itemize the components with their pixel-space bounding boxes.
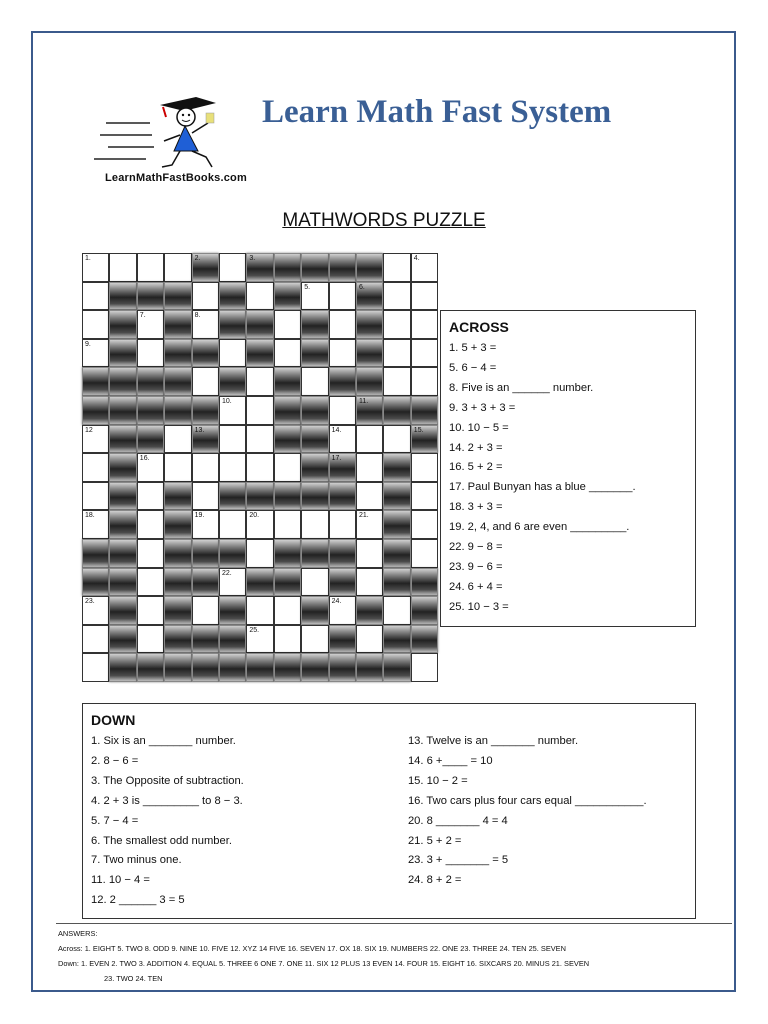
grid-block (164, 310, 191, 339)
grid-block (164, 482, 191, 511)
clue-item: 19. 2, 4, and 6 are even _________. (449, 521, 630, 534)
grid-block (219, 367, 246, 396)
grid-cell[interactable] (329, 310, 356, 339)
grid-block (137, 396, 164, 425)
grid-cell[interactable] (356, 425, 383, 454)
cell-number: 9. (85, 340, 91, 348)
grid-block (383, 625, 410, 654)
grid-cell[interactable] (82, 625, 109, 654)
grid-cell[interactable] (383, 596, 410, 625)
grid-block (164, 539, 191, 568)
clue-item: 6. The smallest odd number. (91, 834, 232, 847)
cell-number: 24. (331, 598, 342, 606)
grid-cell[interactable] (301, 282, 328, 311)
grid-block (274, 253, 301, 282)
grid-cell[interactable] (356, 539, 383, 568)
down-clue-columns (91, 732, 687, 911)
grid-block (82, 396, 109, 425)
down-clue-list-right (408, 732, 687, 911)
grid-cell[interactable] (356, 453, 383, 482)
grid-cell[interactable] (246, 396, 273, 425)
cell-number: 6. (359, 283, 365, 291)
cell-number: 10. (222, 398, 232, 405)
grid-block (301, 596, 328, 625)
grid-block (246, 253, 273, 282)
grid-block (219, 539, 246, 568)
grid-cell[interactable] (164, 453, 191, 482)
grid-cell[interactable] (137, 596, 164, 625)
grid-cell[interactable] (329, 282, 356, 311)
grid-block (109, 568, 136, 597)
cell-number: 21. (359, 512, 369, 520)
grid-cell[interactable] (411, 339, 438, 368)
grid-block (301, 453, 328, 482)
grid-cell[interactable] (274, 596, 301, 625)
answer-key (58, 926, 734, 986)
grid-cell[interactable] (192, 510, 219, 539)
grid-block (301, 253, 328, 282)
grid-cell[interactable] (411, 310, 438, 339)
cell-number: 23. (85, 598, 95, 606)
grid-cell[interactable] (192, 367, 219, 396)
grid-block (192, 653, 219, 682)
grid-cell[interactable] (411, 539, 438, 568)
clue-item: 1. Six is an _______ number. (91, 735, 236, 747)
clue-item: 15. 10 − 2 = (407, 774, 468, 787)
cell-number: 5. (304, 283, 311, 291)
grid-cell[interactable] (329, 339, 356, 368)
clue-item: 14. 6 +____ = 10 (407, 754, 493, 767)
grid-block (109, 310, 136, 339)
grid-block (219, 282, 246, 311)
grid-cell[interactable] (164, 425, 191, 454)
grid-cell[interactable] (383, 310, 410, 339)
cell-number: 22. (222, 569, 232, 577)
grid-block (109, 596, 136, 625)
grid-cell[interactable] (246, 625, 273, 654)
grid-block (164, 367, 191, 396)
answer-down-line: Down: 1. EVEN 2. TWO 3. ADDITION 4. EQUAL 5. THREE 6 ONE 7. ONE 11. SIX 12 PLUS 13 EVEN 14. FOUR 15. EIGHT 16. SIXCARS 20. MINUS 21. SEVEN (58, 959, 590, 968)
down-clues-box (82, 703, 696, 919)
puzzle-subtitle: MATHWORDS PUZZLE (282, 210, 486, 231)
grid-cell[interactable] (274, 453, 301, 482)
grid-block (329, 539, 356, 568)
clue-item: 21. 5 + 2 = (407, 834, 462, 847)
grid-cell[interactable] (246, 539, 273, 568)
grid-block (383, 653, 410, 682)
grid-cell[interactable] (274, 510, 301, 539)
grid-cell[interactable] (109, 253, 136, 282)
clue-item: 1. 5 + 3 = (449, 342, 497, 354)
grid-block (137, 425, 164, 454)
grid-cell[interactable] (246, 425, 273, 454)
grid-cell[interactable] (82, 482, 109, 511)
grid-block (246, 482, 273, 511)
grid-cell[interactable] (301, 568, 328, 597)
grid-block (164, 282, 191, 311)
grid-cell[interactable] (411, 653, 438, 682)
grid-block (109, 653, 136, 682)
grid-block (109, 282, 136, 311)
clue-item: 5. 7 − 4 = (91, 814, 139, 827)
cell-number: 1. (85, 255, 91, 262)
grid-block (82, 568, 109, 597)
across-clue-list (449, 339, 687, 618)
grid-cell[interactable] (219, 253, 246, 282)
clue-item: 8. Five is an ______ number. (449, 381, 594, 394)
grid-block (383, 396, 410, 425)
grid-block (329, 367, 356, 396)
grid-block (164, 653, 191, 682)
grid-cell[interactable] (219, 339, 246, 368)
grid-cell[interactable] (82, 339, 109, 368)
grid-block (164, 625, 191, 654)
grid-block (246, 339, 273, 368)
clue-item: 2. 8 − 6 = (91, 754, 139, 767)
cell-number: 19. (194, 512, 205, 520)
clue-item: 25. 10 − 3 = (449, 600, 509, 613)
grid-block (329, 253, 356, 282)
grid-block (274, 425, 301, 454)
grid-block (192, 539, 219, 568)
grid-cell[interactable] (356, 510, 383, 539)
grid-cell[interactable] (219, 453, 246, 482)
grid-block (383, 482, 410, 511)
grid-block (219, 653, 246, 682)
logo-website-text: LearnMathFastBooks.com (105, 172, 247, 184)
across-clues-box (440, 310, 696, 627)
grid-block (82, 367, 109, 396)
grid-cell[interactable] (274, 339, 301, 368)
cell-number: 4. (413, 255, 420, 262)
grid-cell[interactable] (192, 282, 219, 311)
grid-cell[interactable] (219, 568, 246, 597)
grid-block (356, 282, 383, 311)
grid-cell[interactable] (82, 310, 109, 339)
clue-item: 24. 6 + 4 = (449, 580, 503, 593)
grid-cell[interactable] (82, 453, 109, 482)
grid-cell[interactable] (82, 425, 109, 454)
cell-number: 25. (249, 626, 260, 634)
grid-cell[interactable] (329, 510, 356, 539)
grid-cell[interactable] (137, 568, 164, 597)
grid-block (192, 425, 219, 454)
answer-label: ANSWERS: (58, 929, 98, 938)
grid-block (137, 282, 164, 311)
grid-cell[interactable] (356, 568, 383, 597)
clue-item: 23. 9 − 6 = (449, 560, 503, 573)
grid-block (109, 539, 136, 568)
answer-key-border (56, 923, 732, 924)
cell-number: 2. (194, 255, 201, 262)
clue-item: 18. 3 + 3 = (449, 501, 503, 514)
cell-number: 14. (331, 426, 342, 434)
clue-item: 22. 9 − 8 = (449, 541, 503, 554)
grid-block (192, 625, 219, 654)
grid-block (301, 339, 328, 368)
grid-block (274, 396, 301, 425)
answer-down-line-continued: 23. TWO 24. TEN (104, 974, 163, 983)
grid-block (164, 396, 191, 425)
grid-cell[interactable] (192, 453, 219, 482)
grid-block (383, 453, 410, 482)
grid-block (329, 453, 356, 482)
grid-block (246, 568, 273, 597)
grid-block (329, 625, 356, 654)
clue-item: 16. 5 + 2 = (449, 461, 503, 474)
grid-block (192, 396, 219, 425)
grid-block (301, 539, 328, 568)
grid-cell[interactable] (411, 253, 438, 282)
grid-block (301, 653, 328, 682)
grid-block (356, 367, 383, 396)
grid-block (219, 310, 246, 339)
cell-number: 12 (85, 426, 93, 434)
grid-cell[interactable] (329, 596, 356, 625)
grid-block (356, 310, 383, 339)
grid-cell[interactable] (192, 310, 219, 339)
cell-number: 20. (249, 512, 260, 520)
grid-cell[interactable] (411, 367, 438, 396)
grid-block (192, 568, 219, 597)
grid-block (356, 396, 383, 425)
cell-number: 16. (139, 455, 150, 463)
grid-cell[interactable] (301, 367, 328, 396)
clue-item: 3. The Opposite of subtraction. (91, 774, 244, 787)
clue-item: 16. Two cars plus four cars equal ___________. (407, 794, 647, 807)
clue-item: 7. Two minus one. (91, 854, 182, 867)
grid-block (411, 596, 438, 625)
clue-item: 23. 3 + _______ = 5 (407, 854, 509, 867)
grid-block (301, 396, 328, 425)
grid-block (164, 510, 191, 539)
grid-cell[interactable] (411, 482, 438, 511)
across-heading: ACROSS (449, 319, 509, 335)
grid-cell[interactable] (246, 282, 273, 311)
grid-block (109, 453, 136, 482)
grid-cell[interactable] (137, 482, 164, 511)
grid-block (383, 539, 410, 568)
grid-block (109, 339, 136, 368)
grid-block (164, 568, 191, 597)
grid-cell[interactable] (137, 310, 164, 339)
cell-number: 18. (85, 512, 95, 520)
grid-block (411, 396, 438, 425)
clue-item: 13. Twelve is an _______ number. (407, 735, 579, 747)
grid-block (356, 653, 383, 682)
grid-block (301, 425, 328, 454)
grid-block (109, 625, 136, 654)
cell-number: 15. (413, 426, 424, 434)
grid-cell[interactable] (82, 653, 109, 682)
grid-block (246, 310, 273, 339)
grid-cell[interactable] (301, 625, 328, 654)
grid-block (219, 596, 246, 625)
page-title: Learn Math Fast System (262, 94, 612, 130)
grid-cell[interactable] (329, 425, 356, 454)
grid-block (219, 482, 246, 511)
grid-cell[interactable] (383, 339, 410, 368)
grid-block (219, 625, 246, 654)
grid-block (192, 339, 219, 368)
grid-block (356, 339, 383, 368)
grid-block (411, 425, 438, 454)
grid-block (164, 596, 191, 625)
clue-item: 24. 8 + 2 = (407, 874, 462, 887)
clue-item: 20. 8 _______ 4 = 4 (407, 814, 508, 827)
down-heading: DOWN (91, 712, 136, 728)
grid-block (137, 367, 164, 396)
grid-cell[interactable] (192, 596, 219, 625)
grid-block (356, 253, 383, 282)
grid-block (301, 482, 328, 511)
grid-block (109, 367, 136, 396)
grid-cell[interactable] (383, 425, 410, 454)
cell-number: 7. (139, 312, 146, 320)
clue-item: 14. 2 + 3 = (449, 441, 503, 454)
grid-cell[interactable] (192, 482, 219, 511)
grid-cell[interactable] (82, 510, 109, 539)
grid-cell[interactable] (137, 253, 164, 282)
clue-item: 5. 6 − 4 = (449, 361, 497, 374)
grid-cell[interactable] (82, 282, 109, 311)
grid-cell[interactable] (137, 625, 164, 654)
grid-cell[interactable] (329, 396, 356, 425)
grid-cell[interactable] (356, 482, 383, 511)
grid-block (329, 568, 356, 597)
grid-block (274, 539, 301, 568)
grid-cell[interactable] (383, 282, 410, 311)
cell-number: 11. (359, 398, 369, 405)
grid-block (274, 653, 301, 682)
grid-cell[interactable] (219, 396, 246, 425)
grid-block (329, 653, 356, 682)
grid-cell[interactable] (274, 310, 301, 339)
clue-item: 12. 2 ______ 3 = 5 (91, 894, 185, 907)
clue-item: 11. 10 − 4 = (91, 874, 150, 887)
grid-cell[interactable] (301, 510, 328, 539)
down-clue-list-left (91, 732, 408, 911)
grid-cell[interactable] (137, 339, 164, 368)
grid-block (383, 568, 410, 597)
grid-block (301, 310, 328, 339)
grid-cell[interactable] (164, 253, 191, 282)
grid-cell[interactable] (137, 453, 164, 482)
grid-block (246, 653, 273, 682)
grid-cell[interactable] (137, 539, 164, 568)
grid-block (274, 568, 301, 597)
grid-cell[interactable] (219, 425, 246, 454)
grid-block (109, 482, 136, 511)
grid-block (274, 482, 301, 511)
cell-number: 3. (249, 255, 256, 262)
grid-cell[interactable] (82, 253, 109, 282)
grid-block (137, 653, 164, 682)
clue-item: 4. 2 + 3 is _________ to 8 − 3. (91, 794, 243, 807)
cell-number: 13. (194, 426, 205, 434)
grid-block (356, 596, 383, 625)
grid-cell[interactable] (246, 367, 273, 396)
grid-cell[interactable] (411, 282, 438, 311)
grid-block (82, 539, 109, 568)
grid-block (411, 568, 438, 597)
grid-block (411, 625, 438, 654)
grid-cell[interactable] (137, 510, 164, 539)
clue-item: 10. 10 − 5 = (449, 421, 509, 434)
cell-number: 8. (194, 312, 201, 320)
grid-cell[interactable] (82, 596, 109, 625)
cell-number: 17. (331, 455, 342, 463)
grid-cell[interactable] (411, 510, 438, 539)
grid-cell[interactable] (411, 453, 438, 482)
grid-block (109, 425, 136, 454)
grid-cell[interactable] (246, 453, 273, 482)
grid-block (274, 367, 301, 396)
grid-cell[interactable] (246, 596, 273, 625)
grid-cell[interactable] (356, 625, 383, 654)
clue-item: 17. Paul Bunyan has a blue _______. (449, 481, 636, 494)
answer-across-line: Across: 1. EIGHT 5. TWO 8. ODD 9. NINE 10. FIVE 12. XYZ 14 FIVE 16. SEVEN 17. OX 18. SIX 19. NUMBERS 22. ONE 23. THREE 24. TEN 25. SEVEN (58, 944, 566, 953)
grid-cell[interactable] (383, 367, 410, 396)
grid-block (109, 510, 136, 539)
clue-item: 9. 3 + 3 + 3 = (449, 401, 516, 414)
grid-block (164, 339, 191, 368)
grid-block (383, 510, 410, 539)
grid-cell[interactable] (383, 253, 410, 282)
grid-block (274, 282, 301, 311)
grid-cell[interactable] (274, 625, 301, 654)
grid-cell[interactable] (246, 510, 273, 539)
grid-block (329, 482, 356, 511)
grid-block (109, 396, 136, 425)
grid-block (192, 253, 219, 282)
grid-cell[interactable] (219, 510, 246, 539)
